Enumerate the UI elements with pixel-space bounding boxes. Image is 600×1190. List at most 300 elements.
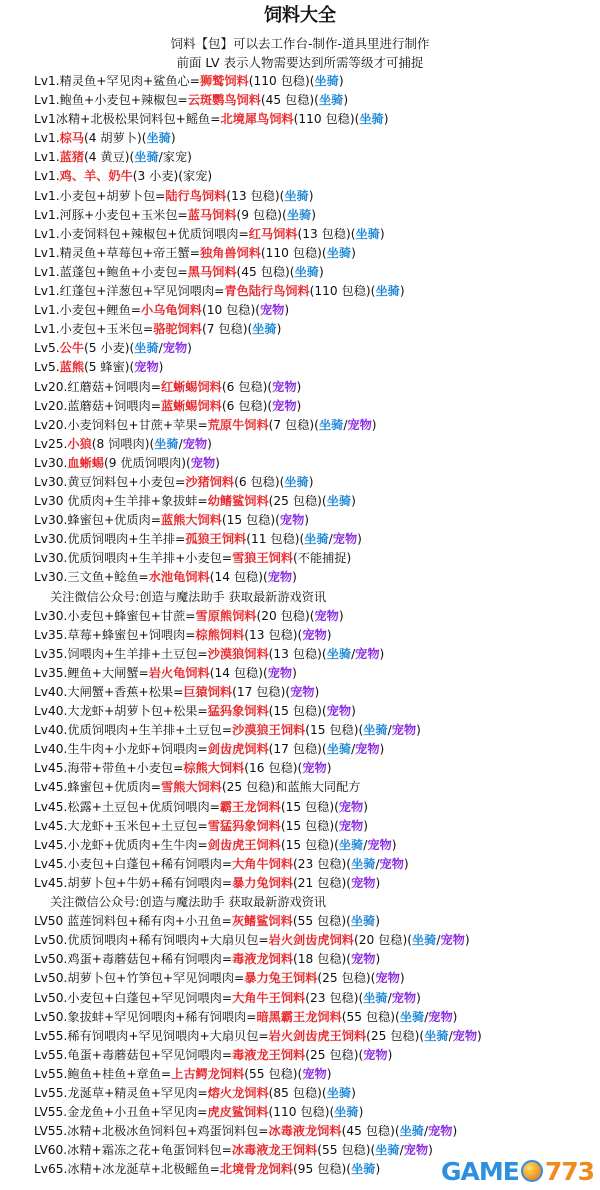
recipe-text: 关注微信公众号:创造与魔法助手 获取最新游戏资讯 [50,589,327,604]
recipe-line [0,874,600,893]
recipe-text: Lv20.小麦饲料包+甘蔗+苹果= [34,417,208,432]
pet-tag: 宠物 [272,379,297,394]
recipe-text: (9 包稳)( [236,207,287,222]
mount-tag: 坐骑 [399,1009,425,1024]
feed-name: 黑马饲料 [187,264,237,279]
pet-tag: 宠物 [190,455,216,470]
recipe-line [0,187,600,206]
recipe-text: (15 包稳)( [221,513,280,528]
feed-name: 独角兽饲料 [199,245,261,260]
recipe-text: ) [351,245,356,260]
page-title: 饲料大全 [264,5,336,26]
feed-name: 陆行鸟饲料 [165,188,227,203]
recipe-text: 关注微信公众号:创造与魔法助手 获取最新游戏资讯 [50,895,327,910]
recipe-line [0,339,600,358]
feed-name: 剑齿虎王饲料 [207,837,281,852]
feed-name: 红蜥蜴饲料 [160,379,222,394]
mount-tag: 坐骑 [314,74,339,88]
feed-name: 暴力兔饲料 [232,875,294,890]
feed-name: 沙漠狼饲料 [207,646,269,661]
feed-name: 沙漠狼王饲料 [232,723,306,738]
recipe-text: Lv1冰精+北极松果饲料包+鳐鱼= [34,112,221,127]
recipe-text: Lv40.优质饲喂肉+生羊排+土豆包= [34,723,233,738]
recipe-line [0,511,600,530]
recipe-text: (25 包稳)( [268,494,327,509]
recipe-text: / [328,532,333,547]
recipe-line [0,492,600,511]
mount-tag: 坐骑 [363,723,388,738]
recipe-text: (95 包稳)( [293,1162,352,1177]
feed-name: 公牛 [59,341,85,356]
recipe-text: ) [276,322,282,337]
recipe-text: ) [292,665,297,680]
mount-tag: 坐骑 [338,837,364,852]
pet-tag: 宠物 [302,627,327,642]
mount-tag: 坐骑 [351,1162,376,1177]
recipe-text: ) [343,93,349,108]
recipe-text: Lv30.黄豆饲料包+小麦包= [34,474,186,489]
mount-tag: 坐骑 [284,474,309,489]
recipe-text: Lv1.鲍鱼+小麦包+辣椒包= [34,93,188,108]
recipe-line [0,225,600,244]
recipe-text: (13 包稳)( [226,188,285,203]
recipe-line [0,950,600,969]
recipe-line [0,1084,600,1103]
recipe-text: Lv55.龙涎草+精灵鱼+罕见肉= [34,1085,208,1100]
recipe-text: ) [308,474,314,489]
recipe-line [0,378,600,397]
recipe-line [0,1046,600,1065]
recipe-text: (23 包稳)( [305,990,364,1005]
recipe-text: Lv1. [34,131,60,146]
pet-tag: 宠物 [391,990,417,1005]
recipe-text: / [423,1124,429,1139]
mount-tag: 坐骑 [154,436,179,451]
recipe-line [0,664,600,683]
pet-tag: 宠物 [338,818,364,833]
recipe-text: Lv30.优质饲喂肉+生羊排= [34,532,186,547]
recipe-line [0,301,600,320]
feed-name: 岩火剑齿虎王饲料 [268,1028,367,1043]
recipe-line [0,454,600,473]
recipe-text: Lv1.小麦包+胡萝卜包= [34,188,166,203]
recipe-line [0,989,600,1008]
recipe-line [0,416,600,435]
recipe-text: Lv50.优质饲喂肉+稀有饲喂肉+大扇贝包= [34,933,269,948]
recipe-text: ) [326,1066,332,1081]
recipe-text: Lv20.红蘑菇+饲喂肉= [34,379,161,394]
recipe-text: (10 包稳)( [201,303,260,318]
recipe-text: Lv40.大龙虾+胡萝卜包+松果= [34,704,208,719]
recipe-text: (25 包稳)和蓝熊大同配方 [221,780,361,795]
feed-name: 雪熊大饲料 [160,780,222,795]
feed-name: 沙猪饲料 [185,474,235,489]
recipe-text: ) [351,1085,356,1100]
pet-tag: 宠物 [267,665,293,680]
notice-line [0,588,600,607]
recipe-text: Lv35.饲喂肉+生羊排+土豆包= [34,646,208,661]
recipe-text: (25 包稳)( [366,1028,425,1043]
feed-name: 幼鳍鲨饲料 [207,494,269,509]
notice-line [0,893,600,912]
recipe-text: ) [379,646,385,661]
recipe-text: Lv40.生牛肉+小龙虾+饲喂肉= [34,742,208,757]
pet-tag: 宠物 [326,704,352,719]
recipe-text: / [375,856,380,871]
recipe-text: (不能捕捉) [293,551,352,566]
pet-tag: 宠物 [379,856,404,871]
recipe-text: Lv50.鸡蛋+毒蘑菇包+稀有饲喂肉= [34,952,233,967]
mount-tag: 坐骑 [252,322,277,337]
feed-name: 鸡、羊、奶牛 [59,169,133,184]
recipe-text: LV50 蓝莲饲料包+稀有肉+小丑鱼= [34,914,232,929]
pet-tag: 宠物 [391,723,417,738]
recipe-text: LV55.金龙鱼+小丑鱼+罕见肉= [34,1105,208,1120]
pet-tag: 宠物 [403,1143,429,1158]
recipe-line [0,645,600,664]
feed-name: 孤狼王饲料 [185,532,247,547]
feed-name: 棕熊饲料 [195,627,245,642]
feed-name: 棕熊大饲料 [183,761,245,776]
recipe-line [0,91,600,110]
recipe-text: (17 包稳)( [268,742,327,757]
recipe-line [0,1065,600,1084]
recipe-text: Lv35.鲤鱼+大闸蟹= [34,665,149,680]
mount-tag: 坐骑 [350,914,376,929]
recipe-line [0,1103,600,1122]
recipe-text: (14 包稳)( [209,665,268,680]
recipe-text: LV55.冰精+北极冰鱼饲料包+鸡蛋饲料包= [34,1124,269,1139]
recipe-line [0,263,600,282]
recipe-text: ) [375,952,381,967]
recipe-text: (20 包稳)( [353,933,412,948]
recipe-text: (15 包稳)( [280,818,339,833]
recipe-text: Lv1.河豚+小麦包+玉米包= [34,207,188,222]
recipe-text: ) [158,360,164,375]
site-watermark [441,1156,594,1186]
feed-name: 红马饲料 [248,226,298,241]
recipe-text: Lv1. [34,150,60,165]
pet-tag: 宠物 [302,1066,327,1081]
recipe-text: ) [387,1047,393,1062]
recipe-text: (13 包稳)( [244,627,303,642]
recipe-text: /家宠) [158,150,192,165]
mount-tag: 坐骑 [355,226,380,241]
recipe-text: Lv55.稀有饲喂肉+罕见饲喂肉+大扇贝包= [34,1028,269,1043]
feed-name: 蓝熊大饲料 [160,513,222,528]
recipe-text: (17 包稳)( [232,685,291,699]
feed-name: 骆驼饲料 [153,322,202,337]
recipe-text: (9 优质饲喂肉)( [103,455,191,470]
pet-tag: 宠物 [440,933,465,948]
recipe-text: ) [326,627,332,642]
recipe-text: ) [363,818,369,833]
recipe-text: ) [215,455,220,470]
recipe-text: ) [326,761,332,776]
feed-name: 小狼 [67,436,92,451]
mount-tag: 坐骑 [284,188,309,203]
recipe-text: (110 包稳)( [309,284,376,299]
recipe-text: Lv30.小麦包+蜂蜜包+甘蔗= [34,608,196,623]
recipe-text: (11 包稳)( [246,532,305,547]
recipe-text: / [178,436,183,451]
recipe-text: Lv50.胡萝卜包+竹笋包+罕见饲喂肉= [34,971,245,986]
recipe-line [0,282,600,301]
recipe-text: (13 包稳)( [297,226,356,241]
feed-name: 北境骨龙饲料 [219,1162,294,1177]
recipe-text: Lv30.优质饲喂肉+生羊排+小麦包= [34,551,233,566]
recipe-text: Lv50.小麦包+白蓬包+罕见饲喂肉= [34,990,233,1005]
recipe-text: (4 胡萝卜)( [84,131,147,146]
recipe-text: Lv20.蓝蘑菇+饲喂肉= [34,398,161,413]
recipe-text: ) [284,303,290,318]
mount-tag: 坐骑 [326,1085,352,1100]
recipe-text: Lv30.蜂蜜包+优质肉= [34,513,161,528]
feed-name: 水池龟饲料 [148,570,210,585]
recipe-line [0,740,600,759]
recipe-text: (7 包稳)( [201,322,253,337]
recipe-text: ) [314,685,320,699]
feed-name: 小乌龟饲料 [141,303,202,318]
recipe-line [0,721,600,740]
recipe-text: ) [428,1143,433,1158]
recipe-text: Lv5. [34,341,60,356]
recipe-text: ) [371,417,377,432]
pet-tag: 宠物 [290,685,315,699]
recipe-text: ) [464,933,470,948]
recipe-line [0,568,600,587]
watermark-ball-icon [521,1160,543,1182]
recipe-line [0,72,600,91]
pet-tag: 宠物 [279,513,305,528]
recipe-text: (14 包稳)( [209,570,268,585]
recipe-text: / [158,341,163,356]
pet-tag: 宠物 [355,646,380,661]
feed-name: 猛犸象饲料 [207,704,269,719]
recipe-text: ) [452,1124,458,1139]
recipe-line [0,1122,600,1141]
recipe-text: / [399,1143,404,1158]
feed-name: 青色陆行鸟饲料 [224,284,310,299]
recipe-text: ) [357,532,362,547]
recipe-line [0,912,600,931]
recipe-text: (55 包稳)( [341,1009,400,1024]
intro-line-crafting: 饲料【包】可以去工作台-制作-道具里进行制作 [170,36,430,51]
recipe-text: Lv45.小麦包+白蓬包+稀有饲喂肉= [34,856,233,871]
pet-tag: 宠物 [367,837,392,852]
recipe-text: Lv1.红蓬包+洋葱包+罕见饲喂肉= [34,284,225,299]
recipe-line [0,206,600,225]
recipe-text: (6 包稳)( [234,474,285,489]
feed-name: 熔火龙饲料 [207,1085,269,1100]
recipe-text: / [351,742,356,757]
recipe-text: LV60.冰精+霜冻之花+龟蛋饲料包= [34,1143,232,1158]
recipe-text: Lv1.小麦包+鲤鱼= [34,303,141,318]
recipe-text: (13 包稳)( [268,646,327,661]
pet-tag: 宠物 [351,875,376,890]
recipe-text: / [424,1009,429,1024]
recipe-text: (110 包稳)( [293,112,360,127]
recipe-line [0,530,600,549]
pet-tag: 宠物 [428,1009,453,1024]
recipe-text: (15 包稳)( [305,723,364,738]
mount-tag: 坐骑 [326,245,352,260]
recipe-text: / [363,837,368,852]
recipe-text: (110 包稳)( [248,74,315,88]
recipe-text: Lv35.草莓+蜂蜜包+饲喂肉= [34,627,196,642]
recipe-text: Lv40.大闸蟹+香蕉+松果= [34,685,184,699]
feed-name: 巨猿饲料 [183,685,233,699]
mount-tag: 坐骑 [286,207,312,222]
recipe-line [0,683,600,702]
recipe-text: (55 包稳)( [292,914,351,929]
recipe-text: (110 包稳)( [260,245,327,260]
recipe-text: ) [363,799,369,814]
recipe-text: ) [391,837,397,852]
recipe-line [0,129,600,148]
recipe-text: (15 包稳)( [280,837,339,852]
recipe-line [0,855,600,874]
recipe-text: ) [351,494,356,509]
feed-name: 血蜥蜴 [67,455,104,470]
feed-name: 暗黑霸王龙饲料 [256,1009,342,1024]
recipe-text: ) [207,436,212,451]
recipe-text: (20 包稳)( [256,608,315,623]
pet-tag: 宠物 [302,761,327,776]
feed-name: 冰毒液龙饲料 [268,1124,342,1139]
pet-tag: 宠物 [182,436,208,451]
pet-tag: 宠物 [314,608,339,623]
recipe-text: (45 包稳)( [236,264,295,279]
recipe-text: (55 包稳)( [317,1143,376,1158]
recipe-text: / [351,646,356,661]
recipe-text: (6 包稳)( [221,379,273,394]
feed-list [0,72,600,1179]
recipe-text: Lv5. [34,360,60,375]
mount-tag: 坐骑 [134,341,159,356]
recipe-text: (23 包稳)( [293,856,352,871]
recipe-text: Lv45.大龙虾+玉米包+土豆包= [34,818,208,833]
recipe-text: Lv45.小龙虾+优质肉+生牛肉= [34,837,208,852]
feed-name: 霸王龙饲料 [219,799,281,814]
recipe-text: Lv45.胡萝卜包+牛奶+稀有饲喂肉= [34,875,233,890]
mount-tag: 坐骑 [326,494,352,509]
recipe-text: (5 蜂蜜)( [84,360,135,375]
mount-tag: 坐骑 [134,150,159,165]
feed-name: 云斑鹦鸟饲料 [187,93,261,108]
recipe-text: Lv1.蓝蓬包+鲍鱼+小麦包= [34,264,188,279]
pet-tag: 宠物 [134,360,159,375]
recipe-text: ) [292,570,297,585]
recipe-text: (25 包稳)( [305,1047,364,1062]
mount-tag: 坐骑 [359,112,384,127]
recipe-text: Lv1.小麦饲料包+辣椒包+优质饲喂肉= [34,226,249,241]
recipe-text: Lv55.鲍鱼+桂鱼+章鱼= [34,1066,172,1081]
feed-name: 蓝马饲料 [187,207,237,222]
mount-tag: 坐骑 [399,1124,424,1139]
recipe-text: ) [403,856,409,871]
recipe-text: ) [170,131,176,146]
recipe-text: ) [379,742,385,757]
feed-name: 毒液龙王饲料 [232,1047,306,1062]
mount-tag: 坐骑 [351,856,376,871]
recipe-text: ) [379,226,385,241]
mount-tag: 坐骑 [334,1105,359,1120]
recipe-text: (18 包稳)( [293,952,352,967]
recipe-text: ) [375,914,380,929]
feed-name: 灰鳍鲨饲料 [231,914,293,929]
recipe-text: Lv1.精灵鱼+罕见肉+鲨鱼心= [34,74,200,88]
recipe-text: ) [452,1009,458,1024]
pet-tag: 宠物 [267,570,293,585]
recipe-line [0,817,600,836]
recipe-text: (21 包稳)( [293,875,352,890]
recipe-line [0,320,600,339]
recipe-text: ) [375,875,381,890]
feed-name: 岩火剑齿虎饲料 [268,933,354,948]
recipe-text: ) [383,112,389,127]
recipe-text: ) [375,1162,381,1177]
recipe-text: ) [308,188,314,203]
pet-tag: 宠物 [272,398,297,413]
recipe-text: / [448,1028,453,1043]
feed-name: 蓝熊 [59,360,85,375]
recipe-text: ) [311,207,316,222]
feed-name: 上古鳄龙饲料 [171,1066,245,1081]
recipe-text: (55 包稳)( [244,1066,303,1081]
recipe-text: ) [296,379,302,394]
recipe-line [0,702,600,721]
pet-tag: 宠物 [375,971,400,986]
pet-tag: 宠物 [452,1028,478,1043]
mount-tag: 坐骑 [146,131,171,146]
recipe-text: (85 包稳)( [268,1085,327,1100]
feed-name: 雪猛犸象饲料 [207,818,281,833]
recipe-line [0,1027,600,1046]
feed-name: 棕马 [59,131,85,146]
recipe-text: Lv1.小麦包+玉米包= [34,322,154,337]
feed-name: 毒液龙饲料 [232,952,294,967]
recipe-text: ) [358,1105,364,1120]
mount-tag: 坐骑 [424,1028,449,1043]
recipe-text: / [387,723,392,738]
pet-tag: 宠物 [338,799,364,814]
watermark-letters: GAME [440,1156,519,1186]
recipe-line [0,607,600,626]
recipe-text: Lv30 优质肉+生羊排+象拔蚌= [34,494,208,509]
recipe-line [0,759,600,778]
recipe-text: Lv45.蜂蜜包+优质肉= [34,780,161,795]
pet-tag: 宠物 [363,1047,388,1062]
recipe-line [0,778,600,797]
feed-name: 雪原熊饲料 [195,608,257,623]
recipe-line [0,1008,600,1027]
recipe-line [0,969,600,988]
recipe-line [0,244,600,263]
recipe-text: (7 包稳)( [268,417,319,432]
mount-tag: 坐骑 [375,284,400,299]
recipe-line [0,167,600,186]
recipe-line [0,397,600,416]
recipe-text: Lv30. [34,455,68,470]
feed-name: 大角牛王饲料 [232,990,306,1005]
recipe-text: ) [477,1028,482,1043]
recipe-text: (6 包稳)( [221,398,273,413]
recipe-text: Lv45.海带+带鱼+小麦包= [34,761,184,776]
recipe-line [0,435,600,454]
recipe-text: ) [296,398,302,413]
feed-name: 剑齿虎饲料 [207,742,269,757]
